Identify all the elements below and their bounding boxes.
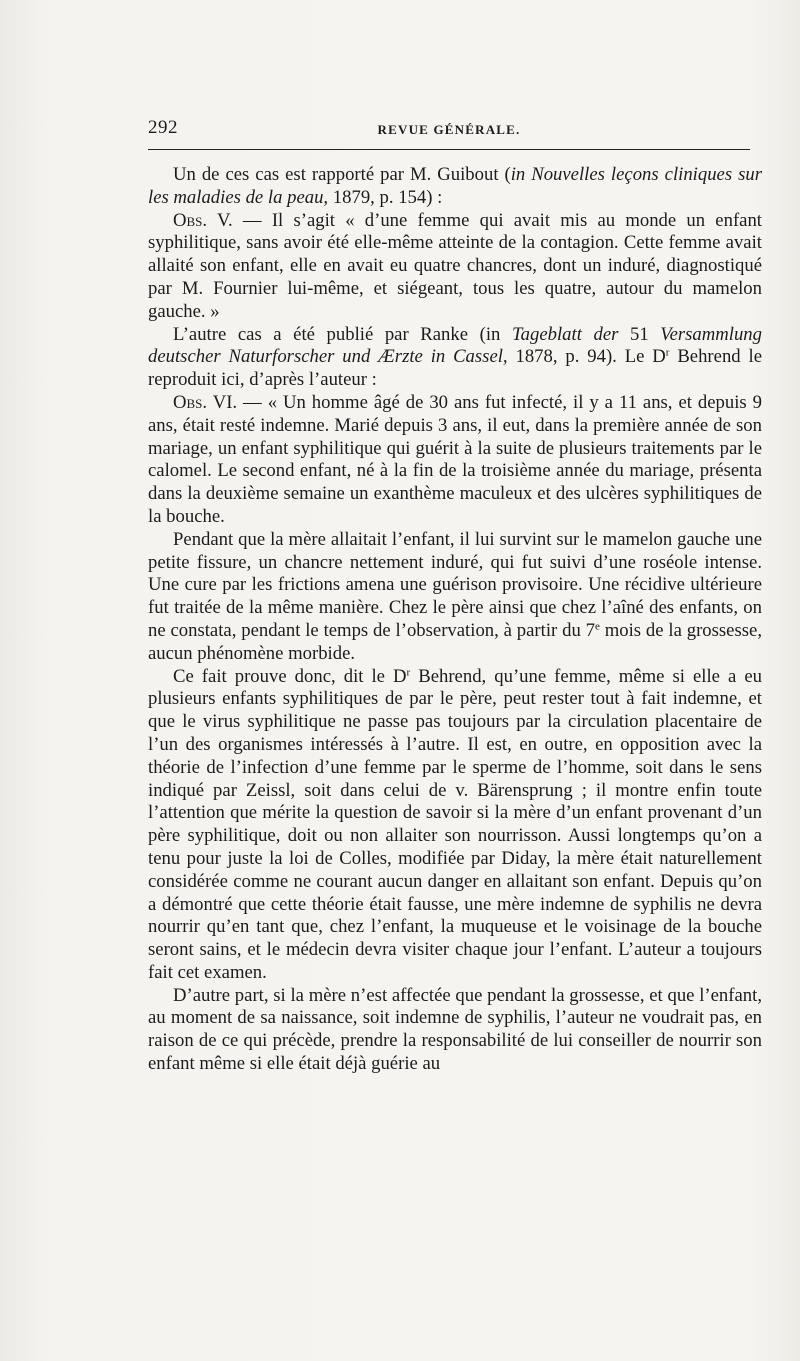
- header-rule: [148, 149, 750, 150]
- page-number: 292: [148, 117, 178, 138]
- paragraph: [148, 324, 762, 392]
- paragraph: [148, 529, 762, 666]
- italic-text: in Nouvelles leçons cliniques sur les maladies de la peau,: [148, 164, 762, 208]
- italic-text: Versammlung deutscher Naturforscher und Ærzte in Cassel,: [148, 323, 762, 368]
- text-run: VI. — « Un homme âgé de 30 ans fut infecté, il y a 11 ans, et depuis 9 ans, était resté indemne. Marié depuis 3 ans, il eut, dans la première année de son mariage, un enfant syphilitique qui guérit à la suite de plusieurs traitements par le calomel. Le second enfant, né à la fin de la troisième année du mariage, présenta dans la deuxième semaine un exanthème maculeux et des ulcères syphilitiques de la bouche.: [148, 391, 762, 527]
- text-run: V. — Il s’agit « d’une femme qui avait mis au monde un enfant syphilitique, sans avoir été elle-même atteinte de la contagion. Cette femme avait allaité son enfant, elle en avait eu quatre chancres, dont un induré, diagnostiqué par M. Fournier lui-même, et siégeant, tous les quatre, autour du mamelon gauche. »: [148, 209, 762, 322]
- text-run: mois de la grossesse, aucun phénomène morbide.: [148, 619, 762, 664]
- paragraph: [148, 210, 762, 324]
- text-run: L’autre cas a été publié par Ranke (in: [173, 323, 512, 345]
- page-header: [148, 117, 750, 141]
- text-run: Ce fait prouve donc, dit le D: [173, 665, 407, 687]
- text-run: D’autre part, si la mère n’est affectée que pendant la grossesse, et que l’enfant, au moment de sa naissance, soit indemne de syphilis, l’auteur ne voudrait pas, en raison de ce qui précède, prendre la responsabilité de lui conseiller de nourrir son enfant même si elle était déjà guérie au: [148, 984, 762, 1075]
- text-run: Un de ces cas est rapporté par M. Guibout (: [173, 164, 511, 185]
- small-caps-text: Obs.: [173, 209, 208, 231]
- paragraph: [148, 985, 762, 1076]
- running-title: REVUE GÉNÉRALE.: [377, 122, 521, 137]
- text-run: 1878, p. 94). Le D: [507, 346, 666, 368]
- text-run: 1879, p. 154) :: [328, 186, 443, 208]
- small-caps-text: Obs.: [173, 391, 208, 413]
- superscript: e: [594, 620, 600, 633]
- italic-text: Tageblatt der: [511, 323, 619, 345]
- body-text: [148, 164, 762, 1076]
- paragraph: [148, 164, 762, 210]
- text-run: Behrend, qu’une femme, même si elle a eu plusieurs enfants syphilitiques de par le père, peut rester tout à fait indemne, et que le virus syphilitique ne passe pas toujours par la circulation placentaire de l’un des organismes intéressés à l’autre. Il est, en outre, en opposition avec la théorie de l’infection d’une femme par le sperme de l’homme, soit dans le sens indiqué par Zeissl, soit dans celui de v. Bärensprung ; il montre enfin toute l’attention que mérite la question de savoir si la mère d’un enfant provenant d’un père syphilitique, doit ou non allaiter son nourrisson. Aussi longtemps qu’on a tenu pour juste la loi de Colles, modifiée par Diday, la mère était naturellement considérée comme ne courant aucun danger en allaitant son enfant. Depuis qu’on a démontré que cette théorie était fausse, une mère indemne de syphilis ne devra nourrir qu’en tant que, chez l’enfant, la muqueuse et le voisinage de la bouche seront sains, et le médecin devra visiter chaque jour l’enfant. L’auteur a toujours fait cet examen.: [148, 665, 762, 983]
- paragraph: [148, 392, 762, 529]
- paragraph: [148, 666, 762, 985]
- text-run: Pendant que la mère allaitait l’enfant, il lui survint sur le mamelon gauche une petite fissure, un chancre nettement induré, qui fut suivi d’une roséole intense. Une cure par les frictions amena une guérison provisoire. Une récidive ultérieure fut traitée de la même manière. Chez le père ainsi que chez l’aîné des enfants, on ne constata, pendant le temps de l’observation, à partir du 7: [148, 528, 762, 641]
- text-run: Behrend le reproduit ici, d’après l’auteur :: [148, 346, 762, 391]
- superscript: r: [406, 665, 411, 678]
- text-run: 51: [618, 323, 661, 345]
- superscript: r: [665, 346, 670, 359]
